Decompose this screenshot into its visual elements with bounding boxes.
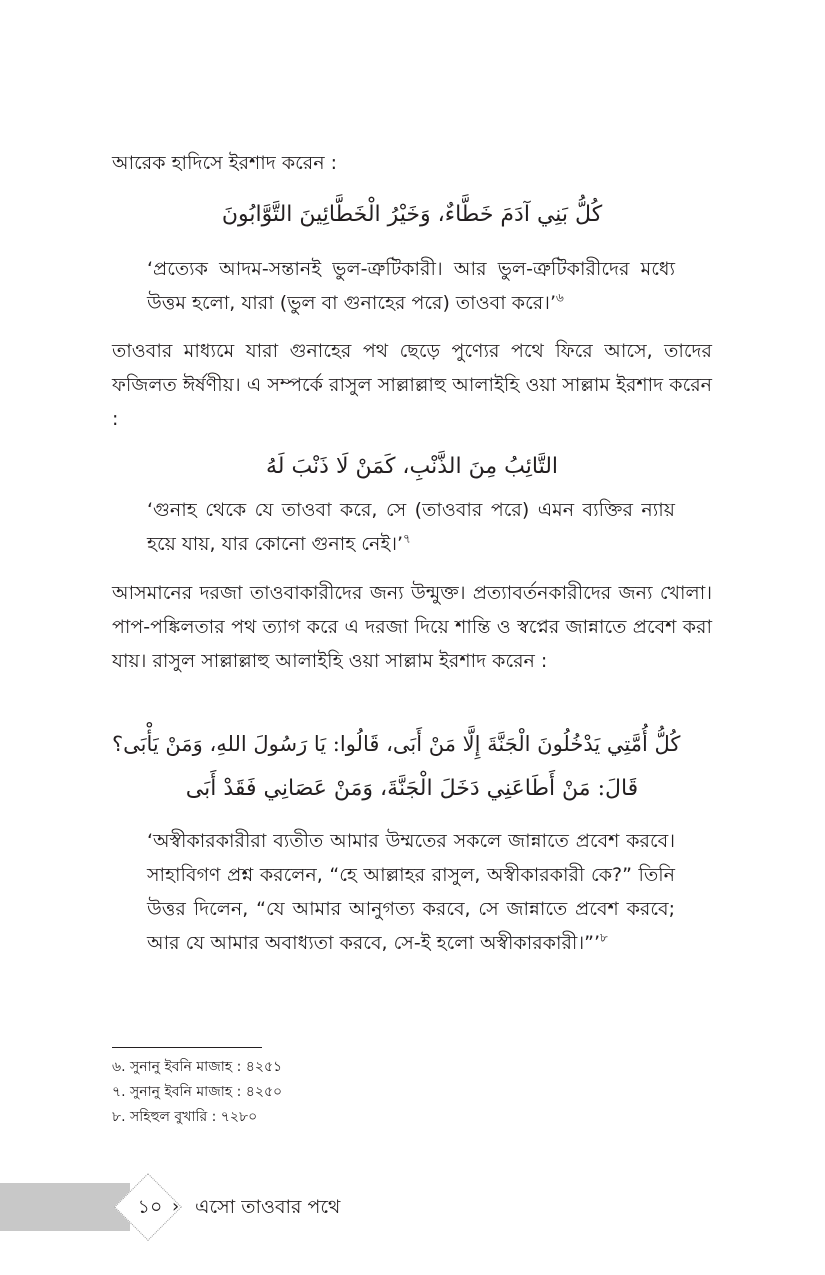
footnote-divider: [112, 1047, 262, 1048]
quote-text: ‘গুনাহ থেকে যে তাওবা করে, সে (তাওবার পরে) এমন ব্যক্তির ন্যায় হয়ে যায়, যার কোনো গুনাহ নেই।’: [147, 499, 675, 555]
body-paragraph-2: তাওবার মাধ্যমে যারা গুনাহের পথ ছেড়ে পুণ্যের পথে ফিরে আসে, তাদের ফজিলত ঈর্ষণীয়। এ সম্পর্কে রাসুল সাল্লাল্লাহু আলাইহি ওয়া সাল্লাম ইরশাদ করেন :: [112, 340, 712, 430]
footnote-7: ৭. সুনানু ইবনি মাজাহ : ৪২৫০: [112, 1084, 283, 1100]
arabic-hadith-1: كُلُّ بَنِي آدَمَ خَطَّاءٌ، وَخَيْرُ الْخَطَّائِينَ التَّوَّابُونَ: [221, 202, 603, 227]
footer-band: [0, 1183, 130, 1231]
footnote-8: ৮. সহিহুল বুখারি : ৭২৮০: [112, 1109, 258, 1125]
chevron-right-icon: ›: [172, 1196, 180, 1217]
footnote-ref-6: ৬: [556, 290, 564, 305]
hadith-translation-3: [147, 824, 675, 960]
quote-text: ‘অস্বীকারকারীরা ব্যতীত আমার উম্মতের সকলে জান্নাতে প্রবেশ করবে। সাহাবিগণ প্রশ্ন করলেন, “হে আল্লাহর রাসুল, অস্বীকারকারী কে?” তিনি উত্তর দিলেন, “যে আমার আনুগত্য করবে, সে জান্নাতে প্রবেশ করবে; আর যে আমার অবাধ্যতা করবে, সে-ই হলো অস্বীকারকারী।”’: [147, 830, 675, 954]
arabic-hadith-3-line-1: كُلُّ أُمَّتِي يَدْخُلُونَ الْجَنَّةَ إِلَّا مَنْ أَبَى، قَالُوا: يَا رَسُولَ اللهِ، وَمَنْ يَأْبَى؟: [112, 732, 681, 756]
hadith-translation-1: [147, 252, 675, 320]
body-paragraph-3: আসমানের দরজা তাওবাকারীদের জন্য উন্মুক্ত। প্রত্যাবর্তনকারীদের জন্য খোলা। পাপ-পঙ্কিলতার পথ ত্যাগ করে এ দরজা দিয়ে শান্তি ও স্বপ্নের জান্নাতে প্রবেশ করা যায়। রাসুল সাল্লাল্লাহু আলাইহি ওয়া সাল্লাম ইরশাদ করেন :: [112, 582, 712, 672]
intro-paragraph: আরেক হাদিসে ইরশাদ করেন :: [112, 152, 337, 174]
running-title: এসো তাওবার পথে: [195, 1196, 341, 1218]
footnote-6: ৬. সুনানু ইবনি মাজাহ : ৪২৫১: [112, 1059, 283, 1075]
arabic-hadith-2: التَّائِبُ مِنَ الذَّنْبِ، كَمَنْ لَا ذَنْبَ لَهُ: [265, 454, 559, 479]
arabic-hadith-3-line-2: قَالَ: مَنْ أَطَاعَنِي دَخَلَ الْجَنَّةَ، وَمَنْ عَصَانِي فَقَدْ أَبَى: [185, 776, 639, 801]
hadith-translation-2: [147, 493, 675, 561]
footnote-ref-7: ৭: [403, 531, 411, 546]
quote-text: ‘প্রত্যেক আদম-সন্তানই ভুল-ত্রুটিকারী। আর ভুল-ত্রুটিকারীদের মধ্যে উত্তম হলো, যারা (ভুল বা গুনাহের পরে) তাওবা করে।’: [147, 258, 675, 314]
page-number: ১০: [137, 1196, 163, 1218]
footnote-ref-8: ৮: [600, 930, 608, 945]
